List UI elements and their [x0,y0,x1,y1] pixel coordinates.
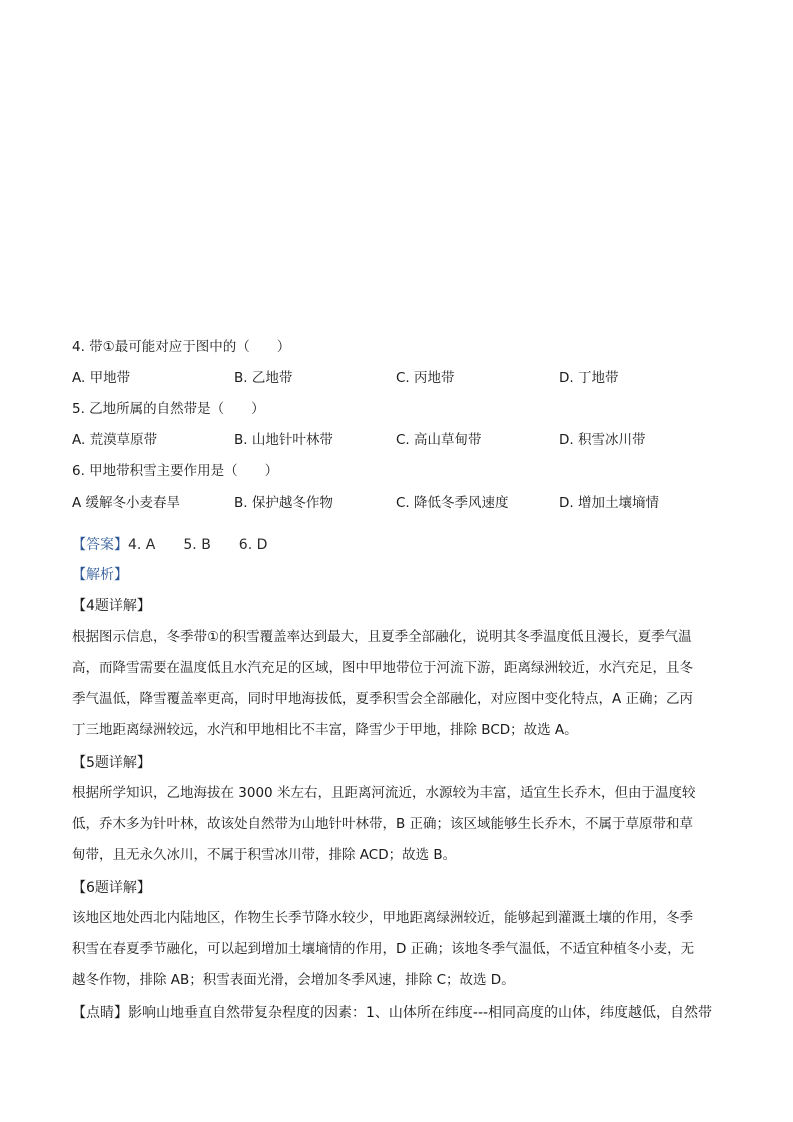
analysis-label: 【解析】 [72,567,128,583]
detail-4-line-2: 高，而降雪需要在温度低且水汽充足的区域，图中甲地带位于河流下游，距离绿洲较近，水汽充足，且冬 [72,660,693,676]
detail-4-line-3: 季气温低，降雪覆盖率更高，同时甲地海拔低，夏季积雪会全部融化，对应图中变化特点，A 正确；乙丙 [72,691,694,707]
detail-6-line-1: 该地区地处西北内陆地区，作物生长季节降水较少，甲地距离绿洲较近，能够起到灌溉土壤的作用，冬季 [72,910,693,926]
question-5-option-a: A. 荒漠草原带 [72,432,158,448]
detail-6-body [72,903,722,996]
question-4-stem: 4. 带①最可能对应于图中的（ ） [72,339,291,355]
question-5-option-b: B. 山地针叶林带 [234,432,333,448]
question-5-option-c: C. 高山草甸带 [396,432,482,448]
detail-5-label: 【5题详解】 [72,755,151,771]
answer-text: 4. A 5. B 6. D [128,537,268,553]
question-5-stem: 5. 乙地所属的自然带是（ ） [72,401,265,417]
answer-label: 【答案】 [72,537,128,553]
tip-text: 影响山地垂直自然带复杂程度的因素：1、山体所在纬度---相同高度的山体，纬度越低，自然带 [128,1005,713,1021]
detail-6-label: 【6题详解】 [72,880,151,896]
question-6-option-b: B. 保护越冬作物 [234,495,333,511]
detail-6-line-3: 越冬作物，排除 AB；积雪表面光滑，会增加冬季风速，排除 C；故选 D。 [72,972,515,988]
detail-4-label: 【4题详解】 [72,598,151,614]
detail-5-body [72,778,722,871]
detail-5-line-1: 根据所学知识，乙地海拔在 3000 米左右，且距离河流近，水源较为丰富，适宜生长乔木，但由于温度较 [72,785,696,801]
question-4-option-a: A. 甲地带 [72,370,131,386]
detail-6-line-2: 积雪在春夏季节融化，可以起到增加土壤墒情的作用，D 正确；该地冬季气温低，不适宜种植冬小麦，无 [72,941,695,957]
tip-label: 【点睛】 [72,1005,128,1021]
question-6-stem: 6. 甲地带积雪主要作用是（ ） [72,463,279,479]
question-5-option-d: D. 积雪冰川带 [559,432,646,448]
detail-5-line-2: 低，乔木多为针叶林，故该处自然带为山地针叶林带，B 正确；该区域能够生长乔木，不属于草原带和草 [72,816,694,832]
question-4-option-b: B. 乙地带 [234,370,293,386]
detail-4-body [72,622,722,746]
tip-line [72,1003,712,1023]
question-6-option-a: A 缓解冬小麦春旱 [72,495,181,511]
question-4-option-c: C. 丙地带 [396,370,455,386]
detail-4-line-4: 丁三地距离绿洲较远，水汽和甲地相比不丰富，降雪少于甲地，排除 BCD；故选 A。 [72,722,578,738]
question-6-option-c: C. 降低冬季风速度 [396,495,509,511]
question-6-option-d: D. 增加土壤墒情 [559,495,659,511]
question-4-option-d: D. 丁地带 [559,370,619,386]
answer-line [72,535,267,555]
detail-5-line-3: 甸带，且无永久冰川，不属于积雪冰川带，排除 ACD；故选 B。 [72,847,457,863]
detail-4-line-1: 根据图示信息，冬季带①的积雪覆盖率达到最大，且夏季全部融化，说明其冬季温度低且漫长，夏季气温 [72,629,692,645]
